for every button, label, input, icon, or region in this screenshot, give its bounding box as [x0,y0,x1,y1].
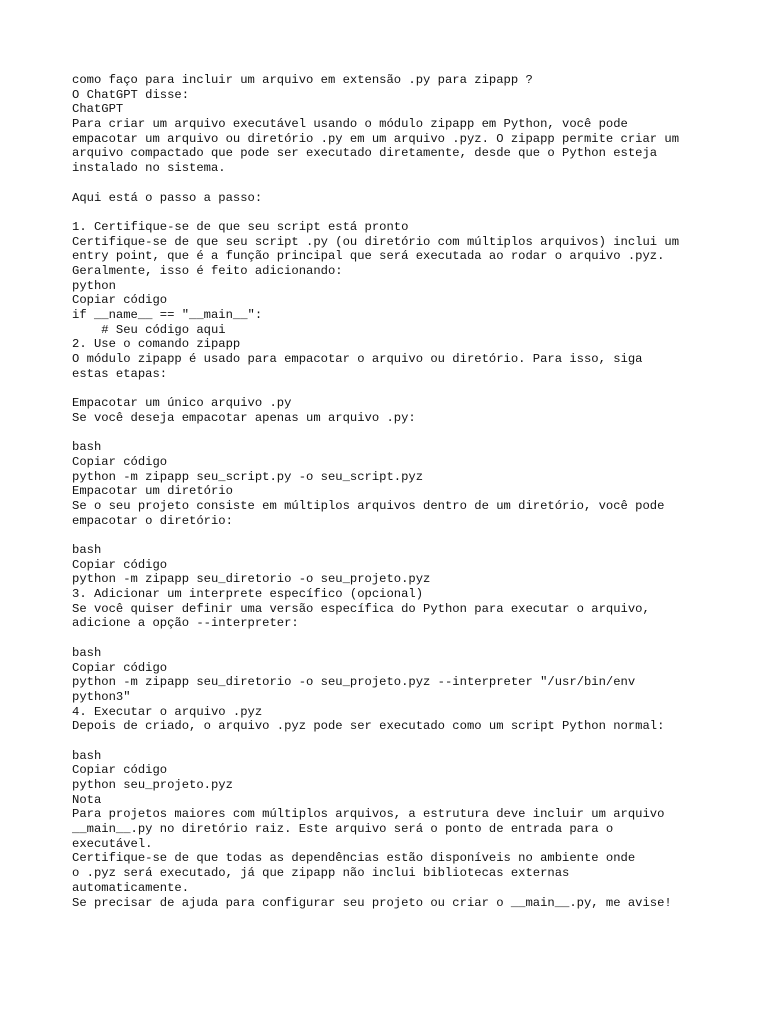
text-line: Se você deseja empacotar apenas um arquivo .py: [72,410,416,425]
text-line: ChatGPT [72,102,124,117]
text-line: Se o seu projeto consiste em múltiplos arquivos dentro de um diretório, você pode [72,498,665,513]
text-line: Aqui está o passo a passo: [72,190,263,205]
text-line: python [72,278,116,293]
text-line: Copiar código [72,454,168,469]
text-line: 1. Certifique-se de que seu script está pronto [72,219,409,234]
text-line: automaticamente. [72,880,190,895]
text-line: Geralmente, isso é feito adicionando: [72,263,343,278]
text-line: como faço para incluir um arquivo em extensão .py para zipapp ? [72,73,533,87]
text-line: if __name__ == "__main__": [72,308,263,322]
text-line: Empacotar um diretório [72,484,233,499]
text-line: Nota [72,792,102,807]
text-line: 4. Executar o arquivo .pyz [72,704,263,719]
text-line: Depois de criado, o arquivo .pyz pode ser executado como um script Python normal: [72,719,665,734]
text-line: Empacotar um único arquivo .py [72,396,292,411]
text-line: o .pyz será executado, já que zipapp não inclui bibliotecas externas [72,866,570,881]
text-line: Certifique-se de que todas as dependências estão disponíveis no ambiente onde [72,851,636,866]
blank-line [72,176,712,191]
text-line: python3" [72,689,131,704]
text-line: # Seu código aqui [72,322,226,337]
text-line: bash [72,748,102,763]
text-line: python -m zipapp seu_diretorio -o seu_projeto.pyz --interpreter "/usr/bin/env [72,675,636,690]
text-line: O módulo zipapp é usado para empacotar o arquivo ou diretório. Para isso, siga [72,352,643,367]
text-line: python -m zipapp seu_diretorio -o seu_projeto.pyz [72,572,431,587]
blank-line [72,734,712,749]
text-line: Copiar código [72,660,168,675]
text-line: bash [72,543,102,557]
text-line: Copiar código [72,293,168,308]
text-line: bash [72,440,102,455]
text-line: executável. [72,836,153,851]
text-line: adicione a opção --interpreter: [72,616,299,631]
text-line: arquivo compactado que pode ser executado diretamente, desde que o Python esteja [72,146,658,161]
text-line: Copiar código [72,557,168,572]
blank-line [72,381,712,396]
text-line: estas etapas: [72,366,168,381]
text-line: Certifique-se de que seu script .py (ou diretório com múltiplos arquivos) inclui um [72,234,680,249]
text-line: 3. Adicionar um interprete específico (opcional) [72,587,424,602]
text-line: Para criar um arquivo executável usando o módulo zipapp em Python, você pode [72,117,628,132]
text-line: Para projetos maiores com múltiplos arquivos, a estrutura deve incluir um arquivo [72,807,665,822]
text-line: Copiar código [72,763,168,778]
text-line: 2. Use o comando zipapp [72,337,241,352]
blank-line [72,631,712,646]
blank-line [72,426,712,441]
blank-line [72,205,712,220]
text-line: __main__.py no diretório raiz. Este arquivo será o ponto de entrada para o [72,822,614,837]
blank-line [72,528,712,543]
text-line: empacotar um arquivo ou diretório .py em um arquivo .pyz. O zipapp permite criar um [72,131,680,146]
text-line: instalado no sistema. [72,161,226,176]
document-page [72,73,712,910]
text-line: Se você quiser definir uma versão específica do Python para executar o arquivo, [72,601,650,616]
text-line: bash [72,645,102,660]
text-line: entry point, que é a função principal que será executada ao rodar o arquivo .pyz. [72,249,665,264]
text-line: python seu_projeto.pyz [72,778,233,792]
text-line: python -m zipapp seu_script.py -o seu_script.pyz [72,469,424,484]
text-line: O ChatGPT disse: [72,87,190,102]
text-line: empacotar o diretório: [72,513,233,528]
text-line: Se precisar de ajuda para configurar seu projeto ou criar o __main__.py, me avise! [72,895,672,910]
